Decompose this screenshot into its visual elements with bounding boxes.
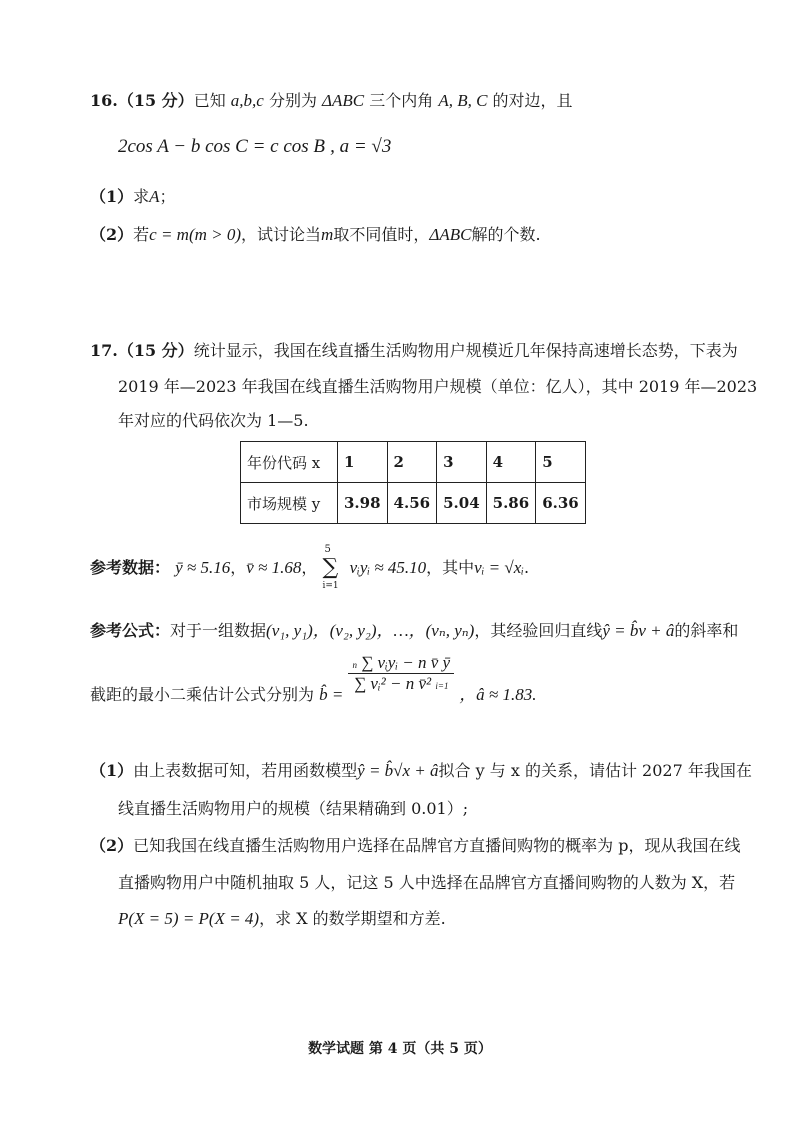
ref-formula-pairs: (v₁, y₁)，(v₂, y₂)，…，(vₙ, yₙ)	[266, 621, 475, 640]
q16-stem-intro: 已知	[193, 91, 226, 110]
ref-data-line: 参考数据： ȳ ≈ 5.16，v̄ ≈ 1.68， 5 ∑ i=1 vᵢyᵢ ≈ 45.10，其中vᵢ = √xᵢ.	[90, 543, 530, 591]
q17-part2-line1	[90, 833, 740, 856]
q16-part1	[90, 184, 176, 207]
sigma-glyph: ∑	[322, 554, 339, 580]
fraction-numerator	[348, 653, 454, 674]
b-hat-fraction	[348, 653, 454, 694]
ref-formula-text4: 截距的最小二乘估计公式分别为	[90, 685, 315, 704]
frac-denominator-text: ∑ vᵢ² − n v̄²	[354, 674, 432, 693]
ref-data-where: ，其中	[426, 558, 475, 577]
table-cell-x2: 2	[387, 442, 437, 483]
q16-part2-text: 若	[133, 225, 150, 244]
b-hat: b̂ =	[319, 685, 344, 704]
table-row-x	[241, 442, 586, 483]
q16-part1-end: ；	[159, 187, 176, 206]
ref-formula-text2: ，其经验回归直线	[474, 621, 603, 640]
q16-stem-triangle: ΔABC	[322, 91, 365, 110]
table-cell-y5: 6.36	[536, 483, 586, 524]
q17-part1-model: ŷ = b̂√x + â	[357, 761, 439, 780]
q17-intro-line3: 年对应的代码依次为 1—5.	[118, 411, 309, 430]
q17-part2-line3	[118, 906, 446, 929]
table-cell-x1: 1	[338, 442, 388, 483]
q16-equation-line	[118, 136, 391, 158]
q16-part1-text: 求	[133, 187, 150, 206]
q16-part2-triangle: ΔABC	[429, 225, 472, 244]
frac-numerator-text: ∑ vᵢyᵢ − n v̄ ȳ	[361, 653, 451, 672]
q16-equation: 2cos A − b cos C = c cos B	[118, 136, 326, 157]
q17-part1-line1	[90, 758, 752, 781]
ref-data-sum: vᵢyᵢ ≈ 45.10	[349, 558, 427, 577]
q17-number: 17.	[90, 341, 118, 360]
q17-intro-text1: 统计显示，我国在线直播生活购物用户规模近几年保持高速增长态势，下表为	[193, 341, 738, 360]
frac-den-sum-bottom: i=1	[435, 681, 449, 691]
q16-part1-label: （1）	[90, 187, 134, 206]
q16-part2-cond: c = m(m > 0)	[149, 225, 242, 244]
q16-stem-vars: a,b,c	[230, 91, 264, 110]
q17-intro-line1	[90, 338, 738, 361]
q16-score: （15 分）	[117, 91, 194, 110]
a-hat: ，â ≈ 1.83.	[459, 685, 537, 704]
table-cell-x4: 4	[486, 442, 536, 483]
ref-data-vbar: v̄ ≈ 1.68	[246, 558, 302, 577]
q16-part2-label: （2）	[90, 225, 134, 244]
q16-line1	[90, 88, 573, 111]
q16-stem-mid2: 三个内角	[369, 91, 434, 110]
q17-score: （15 分）	[117, 341, 194, 360]
fraction-denominator	[348, 674, 454, 694]
data-table	[240, 441, 586, 524]
ref-data-label: 参考数据：	[90, 558, 171, 577]
q16-part2-end: 解的个数.	[471, 225, 541, 244]
ref-formula-line2	[90, 655, 537, 735]
q16-part2	[90, 222, 541, 245]
sum-top: 5	[324, 543, 331, 555]
q17-part2-cond: P(X = 5) = P(X = 4)	[118, 909, 260, 928]
q17-part2-label: （2）	[90, 836, 134, 855]
q17-part2-end: ，求 X 的数学期望和方差.	[259, 909, 446, 928]
q16-part2-text2: ，试讨论当	[241, 225, 322, 244]
q17-part1-label: （1）	[90, 761, 134, 780]
table-cell-y3: 5.04	[437, 483, 487, 524]
ref-formula-regression: ŷ = b̂v + â	[602, 621, 675, 640]
ref-data-ybar: ȳ ≈ 5.16	[175, 558, 231, 577]
table-header-x: 年份代码 x	[241, 442, 338, 483]
ref-data-vi: vᵢ = √xᵢ	[474, 558, 524, 577]
q16-stem-angles: A, B, C	[438, 91, 488, 110]
q17-part1-line2: 线直播生活购物用户的规模（结果精确到 0.01）;	[118, 799, 469, 818]
sum-symbol	[322, 543, 345, 591]
q17-part1-text-a: 由上表数据可知，若用函数模型	[133, 761, 358, 780]
table-cell-x5: 5	[536, 442, 586, 483]
q17-intro-line2: 2019 年—2023 年我国在线直播生活购物用户规模（单位：亿人），其中 2019 年—2023	[118, 377, 758, 396]
ref-formula-text3: 的斜率和	[674, 621, 739, 640]
ref-formula-text1: 对于一组数据	[170, 621, 267, 640]
table-cell-x3: 3	[437, 442, 487, 483]
q16-number: 16.	[90, 91, 118, 110]
q16-part2-var: m	[321, 225, 334, 244]
q17-part1-text-b: 拟合 y 与 x 的关系，请估计 2027 年我国在	[438, 761, 752, 780]
table-row-y	[241, 483, 586, 524]
page-footer: 数学试题 第 4 页（共 5 页）	[308, 1041, 492, 1057]
q16-part1-var: A	[149, 187, 160, 206]
q16-given: , a = √3	[330, 136, 392, 157]
ref-formula-line1	[90, 616, 738, 641]
q16-stem-mid: 分别为	[268, 91, 317, 110]
ref-formula-label: 参考公式：	[90, 621, 171, 640]
table-cell-y2: 4.56	[387, 483, 437, 524]
frac-num-sum-top: n	[352, 660, 357, 670]
q17-part2-line2: 直播购物用户中随机抽取 5 人，记这 5 人中选择在品牌官方直播间购物的人数为 X，若	[118, 873, 736, 892]
table-cell-y4: 5.86	[486, 483, 536, 524]
q16-part2-text3: 取不同值时，	[333, 225, 430, 244]
table-cell-y1: 3.98	[338, 483, 388, 524]
q16-stem-end: 的对边，且	[492, 91, 573, 110]
table-header-y: 市场规模 y	[241, 483, 338, 524]
sum-bottom: i=1	[322, 580, 339, 591]
q17-part2-text1: 已知我国在线直播生活购物用户选择在品牌官方直播间购物的概率为 p，现从我国在线	[133, 836, 741, 855]
